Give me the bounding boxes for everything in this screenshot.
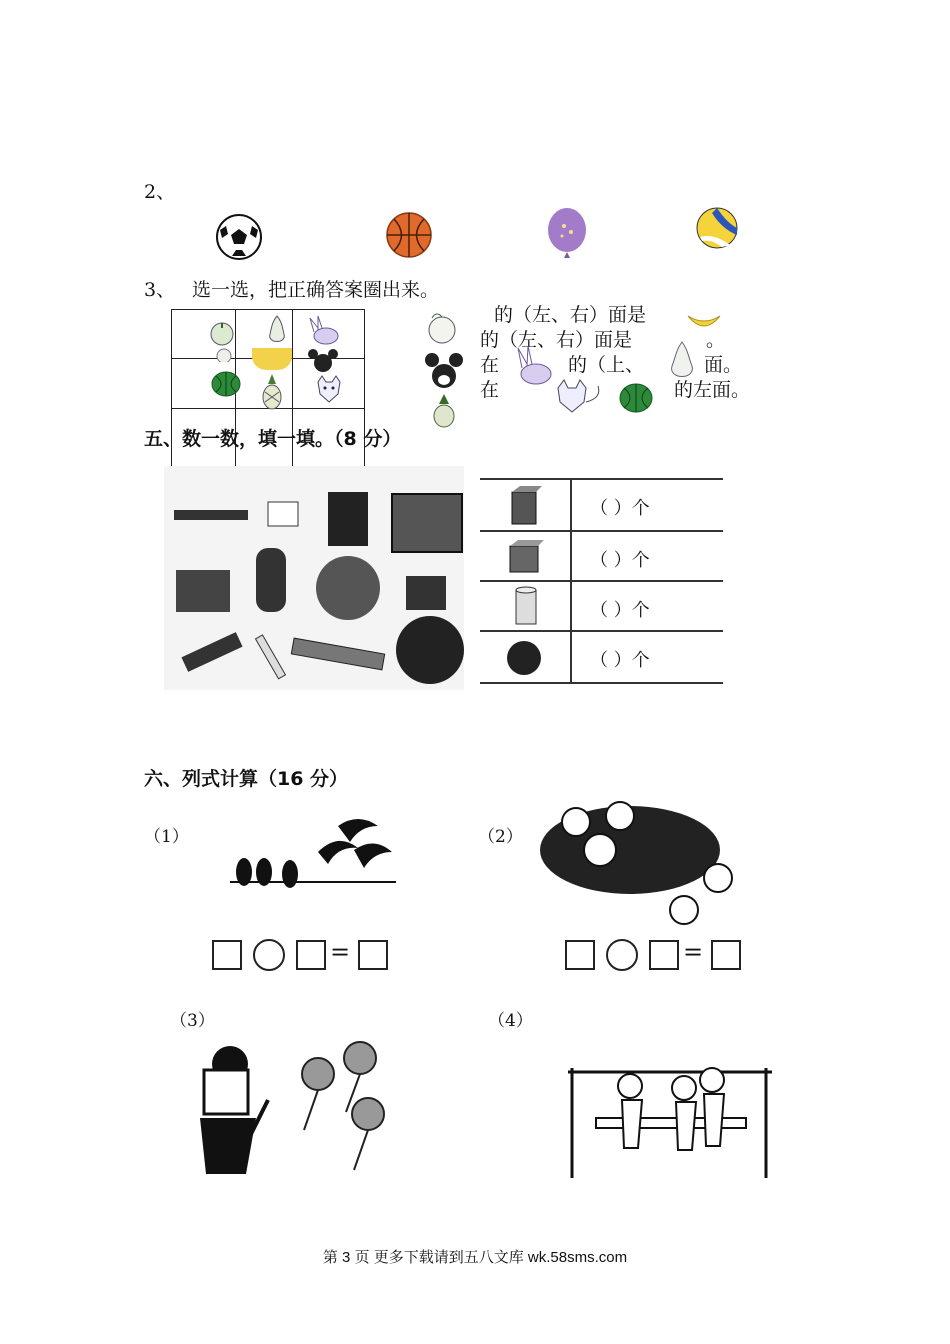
solids-picture (164, 466, 464, 690)
pineapple-icon (430, 394, 458, 428)
basketball-icon (384, 210, 434, 260)
volleyball-icon (694, 205, 740, 251)
cube-icon (508, 538, 546, 574)
answer-box[interactable] (212, 940, 242, 970)
birds-picture (228, 812, 398, 904)
pear-icon (264, 312, 290, 350)
count-cuboid-answer: （ ）个 (590, 498, 650, 519)
answer-box[interactable] (565, 940, 595, 970)
sphere-icon (504, 638, 548, 678)
mickey-icon (306, 348, 340, 374)
count-table (480, 478, 723, 684)
statement-4-suffix: 的左面。 (674, 379, 751, 401)
peach-icon (214, 346, 234, 362)
fox-icon (552, 378, 606, 418)
watermelon-icon (618, 382, 654, 414)
count-sphere-answer: （ ）个 (590, 650, 650, 671)
section-6-title: 六、列式计算（16 分） (144, 768, 349, 790)
statement-3-prefix: 在 (480, 354, 500, 376)
operator-circle[interactable] (253, 939, 285, 971)
rabbit-icon (306, 316, 342, 346)
question-2-number: 2、 (144, 181, 176, 203)
apple-icon (208, 318, 236, 346)
girl-balloons-picture (190, 1040, 390, 1180)
watermelon-icon (210, 370, 242, 398)
count-cube-answer: （ ）个 (590, 550, 650, 571)
count-cylinder-answer: （ ）个 (590, 600, 650, 621)
equals-sign: = (330, 938, 351, 966)
equals-sign: = (683, 938, 704, 966)
peach-icon (424, 308, 460, 346)
statement-2-period: 。 (706, 329, 726, 351)
swing-picture (562, 1058, 778, 1182)
soccer-ball-icon (214, 212, 264, 262)
question-3-instruction: 选一选，把正确答案圈出来。 (192, 279, 440, 301)
frogs-picture (540, 798, 750, 932)
problem-3-label: （3） (170, 1011, 215, 1031)
statement-4-prefix: 在 (480, 379, 500, 401)
page-footer: 第 3 页 更多下载请到五八文库 wk.58sms.com (322, 1249, 628, 1266)
problem-2-label: （2） (478, 827, 523, 847)
cuboid-icon (510, 484, 544, 526)
problem-4-label: （4） (488, 1011, 533, 1031)
answer-box[interactable] (358, 940, 388, 970)
statement-1-text: 的（左、右）面是 (494, 304, 647, 326)
question-3-number: 3、 (144, 279, 176, 301)
balloon-icon (544, 206, 590, 264)
cylinder-icon (512, 586, 542, 628)
mickey-icon (424, 350, 464, 396)
answer-box[interactable] (296, 940, 326, 970)
statement-3-text: 的（上、 (568, 354, 645, 376)
banana-icon (252, 348, 292, 370)
section-5-title: 五、数一数，填一填。（8 分） (144, 428, 402, 450)
problem-1-label: （1） (144, 827, 189, 847)
fox-icon (312, 374, 346, 406)
rabbit-icon (512, 346, 556, 386)
answer-box[interactable] (711, 940, 741, 970)
operator-circle[interactable] (606, 939, 638, 971)
statement-3-suffix: 面。 (704, 354, 743, 376)
pineapple-icon (260, 374, 284, 410)
answer-box[interactable] (649, 940, 679, 970)
statement-2-text: 的（左、右）面是 (480, 329, 633, 351)
